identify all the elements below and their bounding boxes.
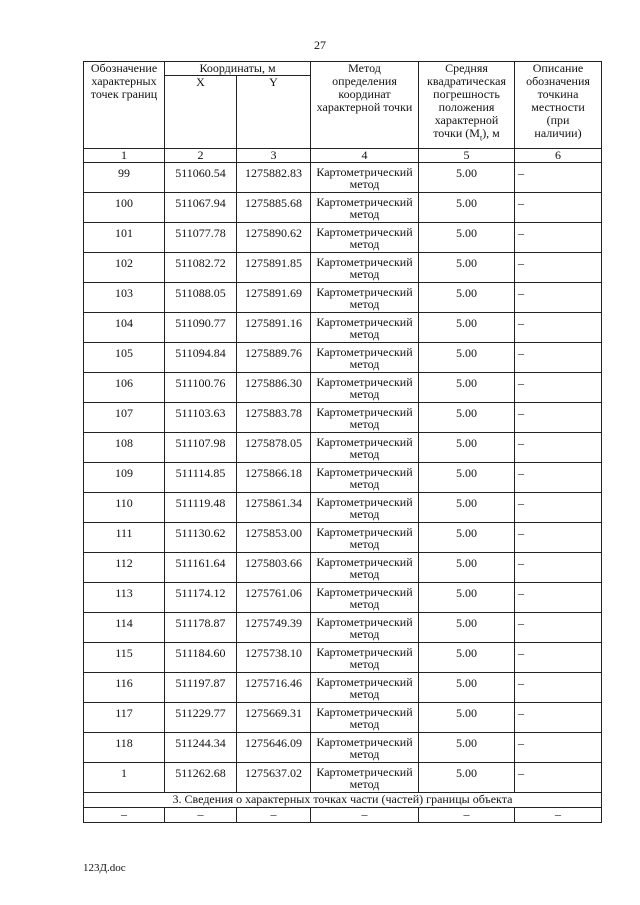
description: – [515, 283, 602, 313]
point-number: 105 [84, 343, 165, 373]
coord-y: 1275891.69 [237, 283, 311, 313]
method: Картометрический метод [311, 613, 419, 643]
table-row [84, 403, 602, 433]
description: – [515, 643, 602, 673]
dash-cell: – [311, 808, 419, 823]
point-number: 100 [84, 193, 165, 223]
column-number: 6 [515, 149, 602, 163]
description: – [515, 373, 602, 403]
error-value: 5.00 [419, 613, 515, 643]
method: Картометрический метод [311, 163, 419, 193]
method: Картометрический метод [311, 433, 419, 463]
description: – [515, 763, 602, 793]
point-number: 104 [84, 313, 165, 343]
coord-x: 511130.62 [165, 523, 237, 553]
coord-x: 511184.60 [165, 643, 237, 673]
table-row [84, 193, 602, 223]
empty-data-row [84, 808, 602, 823]
coord-y: 1275878.05 [237, 433, 311, 463]
table-row [84, 313, 602, 343]
coord-y: 1275761.06 [237, 583, 311, 613]
coord-x: 511262.68 [165, 763, 237, 793]
coord-x: 511244.34 [165, 733, 237, 763]
error-value: 5.00 [419, 463, 515, 493]
coord-x: 511107.98 [165, 433, 237, 463]
description: – [515, 223, 602, 253]
error-value: 5.00 [419, 343, 515, 373]
coord-y: 1275861.34 [237, 493, 311, 523]
coord-y: 1275885.68 [237, 193, 311, 223]
coord-x: 511229.77 [165, 703, 237, 733]
section-title: 3. Сведения о характерных точках части (частей) границы объекта [84, 793, 602, 808]
point-number: 113 [84, 583, 165, 613]
coord-y: 1275886.30 [237, 373, 311, 403]
point-number: 106 [84, 373, 165, 403]
coord-y: 1275891.85 [237, 253, 311, 283]
point-number: 112 [84, 553, 165, 583]
description: – [515, 343, 602, 373]
method: Картометрический метод [311, 343, 419, 373]
coord-y: 1275749.39 [237, 613, 311, 643]
coord-x: 511100.76 [165, 373, 237, 403]
method: Картометрический метод [311, 673, 419, 703]
coord-y: 1275882.83 [237, 163, 311, 193]
coord-x: 511067.94 [165, 193, 237, 223]
coord-y: 1275891.16 [237, 313, 311, 343]
header-x: X [165, 76, 237, 149]
coord-x: 511119.48 [165, 493, 237, 523]
description: – [515, 493, 602, 523]
point-number: 116 [84, 673, 165, 703]
method: Картометрический метод [311, 493, 419, 523]
table-row [84, 223, 602, 253]
table-row [84, 553, 602, 583]
error-value: 5.00 [419, 523, 515, 553]
header-error: Средняя квадратическая погрешность положения характерной точки $(M_t)$, м [419, 62, 515, 149]
coord-y: 1275890.62 [237, 223, 311, 253]
description: – [515, 703, 602, 733]
point-number: 103 [84, 283, 165, 313]
description: – [515, 163, 602, 193]
description: – [515, 403, 602, 433]
method: Картометрический метод [311, 253, 419, 283]
error-value: 5.00 [419, 493, 515, 523]
error-value: 5.00 [419, 703, 515, 733]
table-row [84, 343, 602, 373]
table-row [84, 583, 602, 613]
coord-y: 1275646.09 [237, 733, 311, 763]
coord-y: 1275866.18 [237, 463, 311, 493]
method: Картометрический метод [311, 283, 419, 313]
point-number: 1 [84, 763, 165, 793]
table-row [84, 253, 602, 283]
coord-x: 511178.87 [165, 613, 237, 643]
table-row [84, 733, 602, 763]
description: – [515, 313, 602, 343]
method: Картометрический метод [311, 553, 419, 583]
table-row [84, 493, 602, 523]
header-method: Метод определения координат характерной точки [311, 62, 419, 149]
description: – [515, 253, 602, 283]
description: – [515, 583, 602, 613]
table-row [84, 433, 602, 463]
description: – [515, 463, 602, 493]
coord-y: 1275637.02 [237, 763, 311, 793]
error-value: 5.00 [419, 643, 515, 673]
error-value: 5.00 [419, 163, 515, 193]
point-number: 110 [84, 493, 165, 523]
coord-y: 1275716.46 [237, 673, 311, 703]
error-value: 5.00 [419, 733, 515, 763]
description: – [515, 193, 602, 223]
coord-x: 511082.72 [165, 253, 237, 283]
point-number: 107 [84, 403, 165, 433]
table-row [84, 523, 602, 553]
header-designation: Обозначение характерных точек границ [84, 62, 165, 149]
coord-x: 511077.78 [165, 223, 237, 253]
table-row [84, 283, 602, 313]
method: Картометрический метод [311, 763, 419, 793]
header-description: Описание обозначения точкина местности (при наличии) [515, 62, 602, 149]
page-number: 27 [314, 38, 326, 52]
column-number: 2 [165, 149, 237, 163]
error-value: 5.00 [419, 283, 515, 313]
coord-y: 1275669.31 [237, 703, 311, 733]
error-value: 5.00 [419, 763, 515, 793]
document-filename: 123Д.doc [83, 862, 126, 874]
header-row [84, 62, 602, 76]
method: Картометрический метод [311, 373, 419, 403]
coord-x: 511090.77 [165, 313, 237, 343]
method: Картометрический метод [311, 313, 419, 343]
dash-cell: – [515, 808, 602, 823]
coord-x: 511161.64 [165, 553, 237, 583]
method: Картометрический метод [311, 193, 419, 223]
error-value: 5.00 [419, 403, 515, 433]
error-value: 5.00 [419, 193, 515, 223]
table-row [84, 373, 602, 403]
coord-y: 1275738.10 [237, 643, 311, 673]
method: Картометрический метод [311, 223, 419, 253]
table-row [84, 643, 602, 673]
table-row [84, 613, 602, 643]
table-row [84, 703, 602, 733]
point-number: 99 [84, 163, 165, 193]
method: Картометрический метод [311, 403, 419, 433]
point-number: 111 [84, 523, 165, 553]
method: Картометрический метод [311, 583, 419, 613]
description: – [515, 433, 602, 463]
coord-x: 511103.63 [165, 403, 237, 433]
method: Картометрический метод [311, 643, 419, 673]
coord-x: 511094.84 [165, 343, 237, 373]
description: – [515, 673, 602, 703]
method: Картометрический метод [311, 703, 419, 733]
boundary-points-table [83, 61, 602, 823]
method: Картометрический метод [311, 463, 419, 493]
point-number: 102 [84, 253, 165, 283]
error-value: 5.00 [419, 433, 515, 463]
table-row [84, 463, 602, 493]
column-number: 1 [84, 149, 165, 163]
error-value: 5.00 [419, 223, 515, 253]
section-row [84, 793, 602, 808]
coord-x: 511088.05 [165, 283, 237, 313]
dash-cell: – [419, 808, 515, 823]
description: – [515, 553, 602, 583]
point-number: 117 [84, 703, 165, 733]
header-coordinates: Координаты, м [165, 62, 311, 76]
column-number: 4 [311, 149, 419, 163]
coord-x: 511197.87 [165, 673, 237, 703]
column-number: 3 [237, 149, 311, 163]
error-value: 5.00 [419, 253, 515, 283]
method: Картометрический метод [311, 733, 419, 763]
point-number: 115 [84, 643, 165, 673]
coord-y: 1275889.76 [237, 343, 311, 373]
coord-x: 511060.54 [165, 163, 237, 193]
table-row [84, 163, 602, 193]
coord-x: 511114.85 [165, 463, 237, 493]
description: – [515, 523, 602, 553]
dash-cell: – [165, 808, 237, 823]
table-row [84, 673, 602, 703]
error-value: 5.00 [419, 553, 515, 583]
error-value: 5.00 [419, 313, 515, 343]
point-number: 118 [84, 733, 165, 763]
point-number: 101 [84, 223, 165, 253]
column-number: 5 [419, 149, 515, 163]
description: – [515, 613, 602, 643]
coord-y: 1275883.78 [237, 403, 311, 433]
point-number: 109 [84, 463, 165, 493]
coord-x: 511174.12 [165, 583, 237, 613]
dash-cell: – [84, 808, 165, 823]
coord-y: 1275803.66 [237, 553, 311, 583]
point-number: 108 [84, 433, 165, 463]
description: – [515, 733, 602, 763]
point-number: 114 [84, 613, 165, 643]
method: Картометрический метод [311, 523, 419, 553]
table-row [84, 763, 602, 793]
error-value: 5.00 [419, 583, 515, 613]
dash-cell: – [237, 808, 311, 823]
column-number-row [84, 149, 602, 163]
error-value: 5.00 [419, 373, 515, 403]
coord-y: 1275853.00 [237, 523, 311, 553]
header-y: Y [237, 76, 311, 149]
error-value: 5.00 [419, 673, 515, 703]
